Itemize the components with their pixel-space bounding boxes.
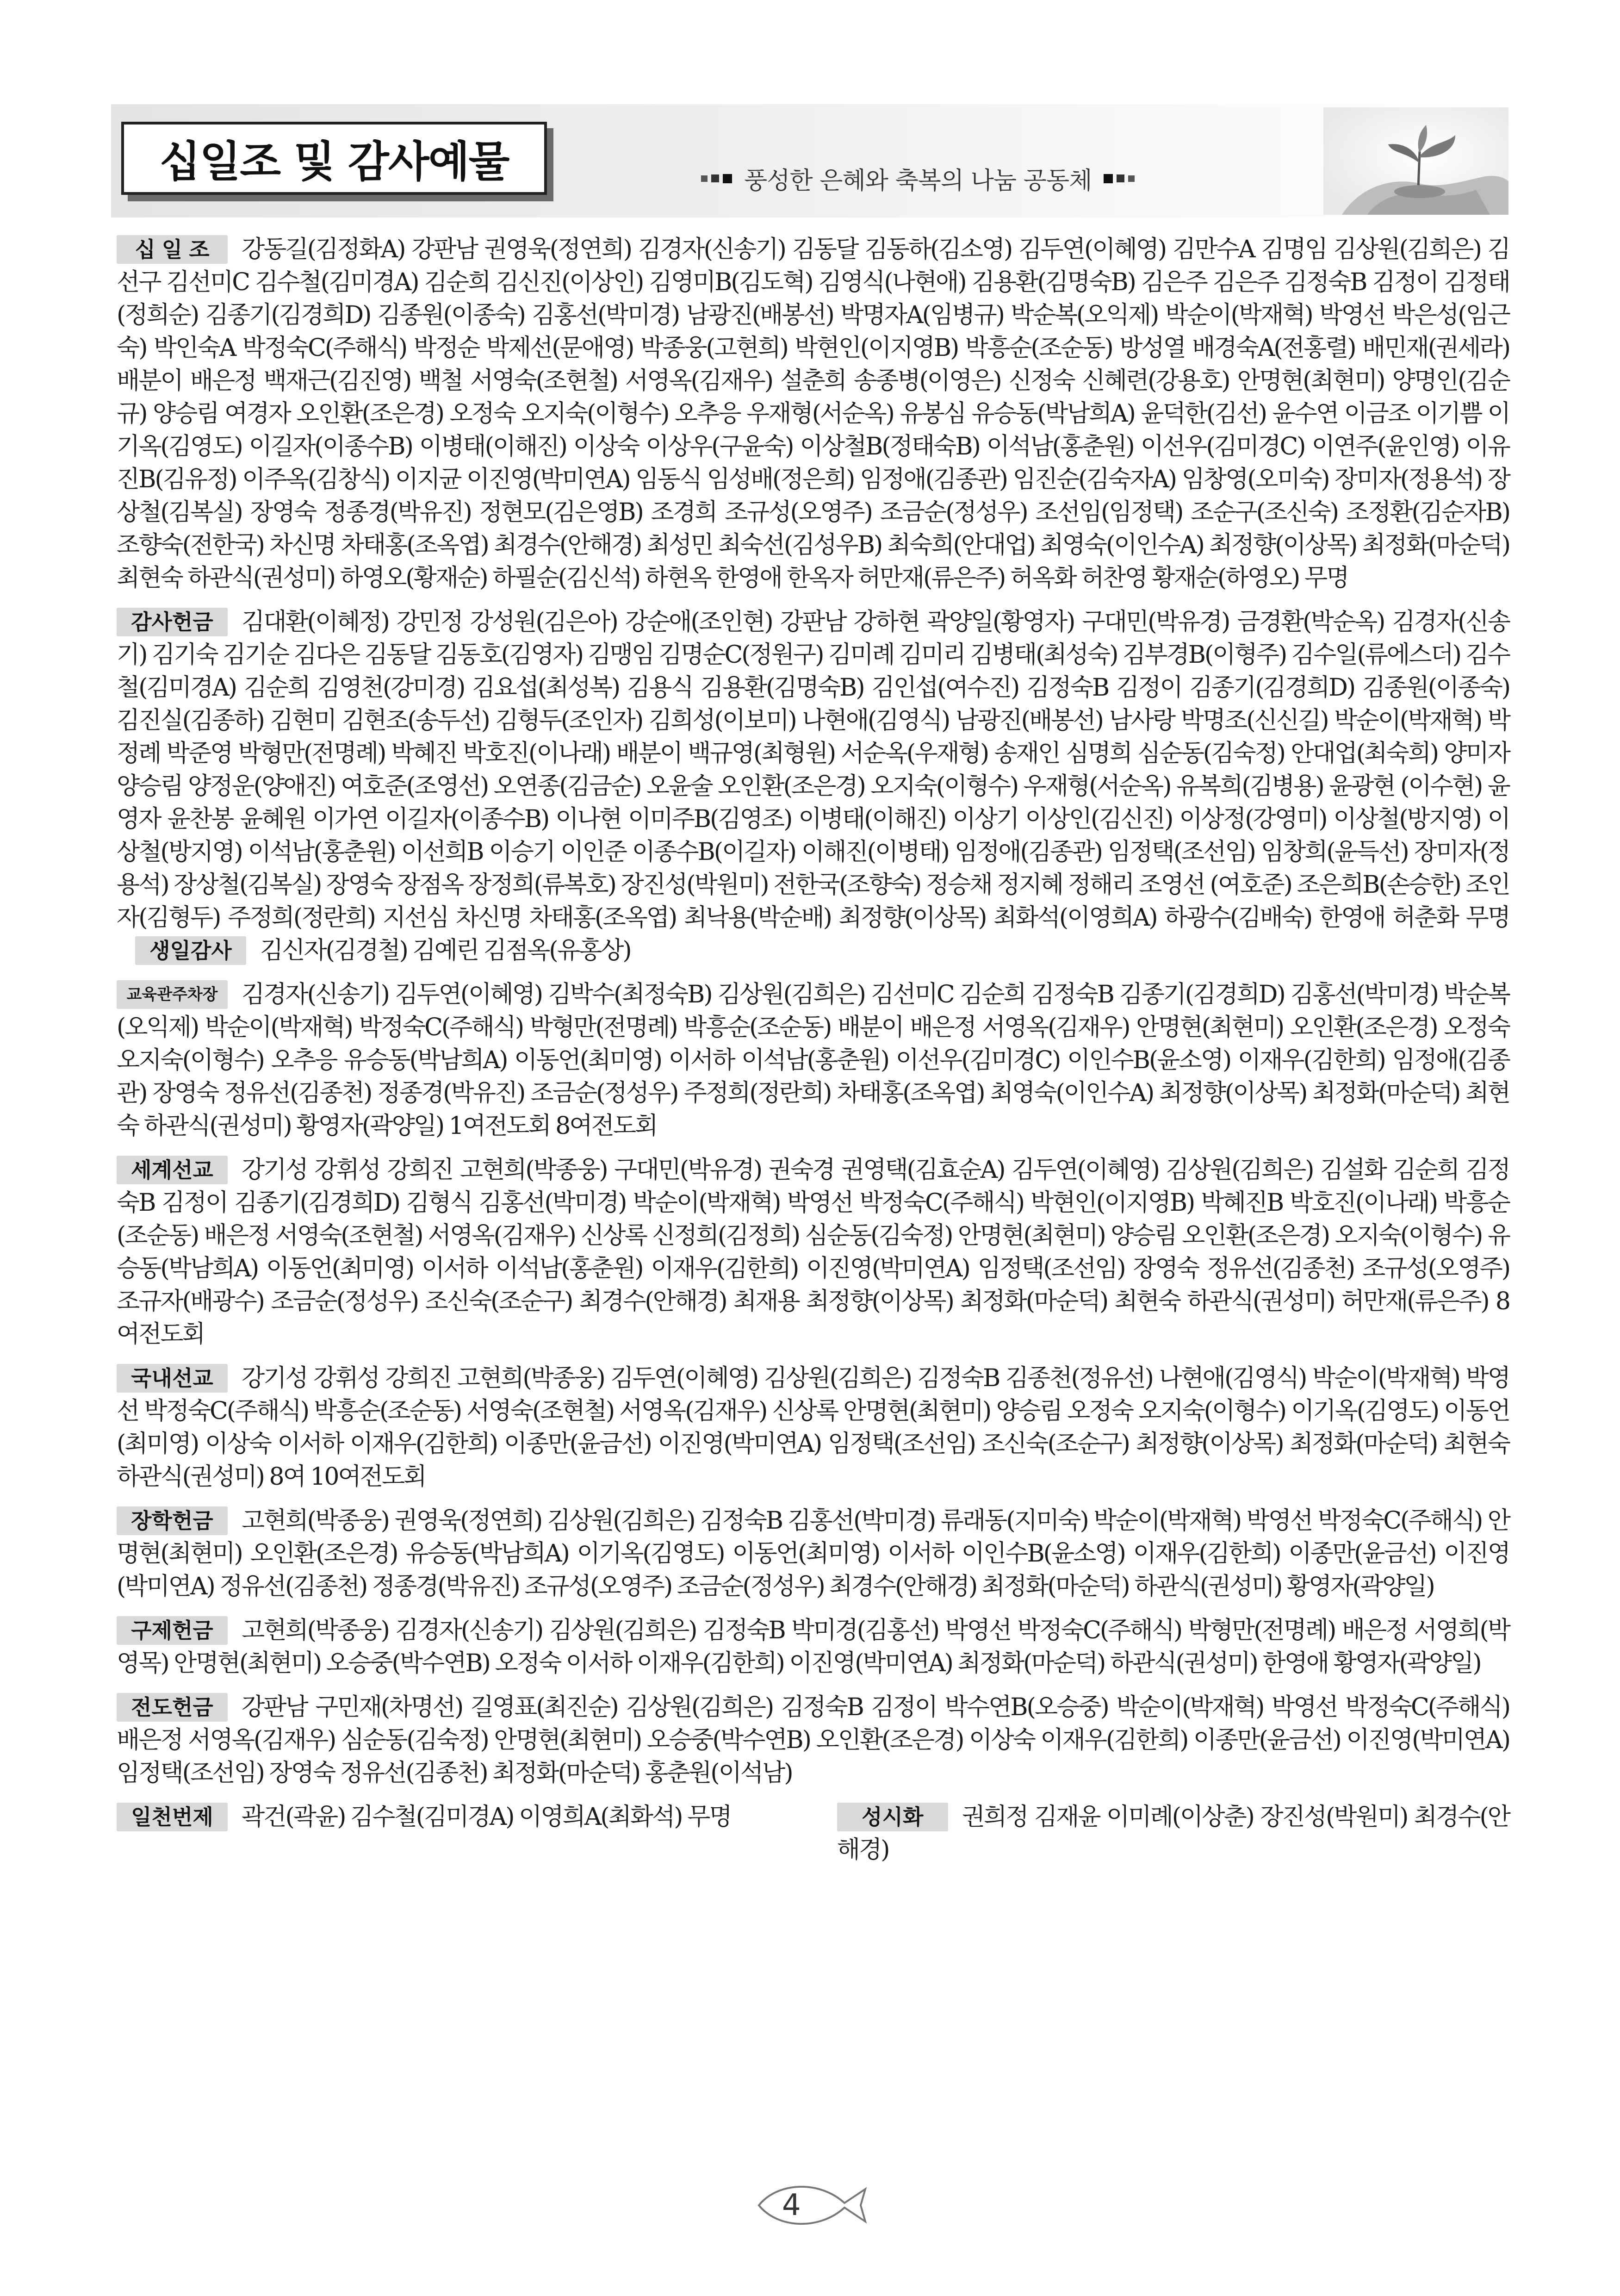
scholarship-names: 고현희(박종웅) 권영욱(정연희) 김상원(김희은) 김정숙B 김홍선(박미경) 류래동(지미숙) 박순이(박재혁) 박영선 박정숙C(주해식) 안명현(최현미) 오인환(조은경) 유승동(박남희A) 이기옥(김영도) 이동언(최미영) 이서하 이인수B(윤소영) 이재우(김한희) 이종만(윤금선) 이진영(박미연A) 정유선(김종천) 정종경(박유진) 조규성(오영주) 조금순(정성우) 최경수(안해경) 최정화(마순덕) 하관식(권성미) 황영자(곽양일) [117,1507,1509,1600]
education-parking-label: 교육관주차장 [117,980,228,1009]
evangelism-label: 전도헌금 [117,1693,228,1722]
education-parking-names: 김경자(신송기) 김두연(이혜영) 김박수(최정숙B) 김상원(김희은) 김선미C 김순희 김정숙B 김종기(김경희D) 김홍선(박미경) 박순복(오익제) 박순이(박재혁) 박정숙C(주해식) 박형만(전명례) 박흥순(조순동) 배분이 배은정 서영옥(김재우) 안명현(최현미) 오인환(조은경) 오정숙 오지숙(이형수) 오추응 유승동(박남희A) 이동언(최미영) 이서하 이석남(홍춘원) 이선우(김미경C) 이인수B(윤소영) 이재우(김한희) 임정애(김종관) 장영숙 정유선(김종천) 정종경(박유진) 조금순(정성우) 주정희(정란희) 차태홍(조옥엽) 최영숙(이인수A) 최정향(이상목) 최정화(마순덕) 최현숙 하관식(권성미) 황영자(곽양일) 1여전도회 8여전도회 [117,981,1509,1140]
subtitle-text: 풍성한 은혜와 축복의 나눔 공동체 [744,167,1092,195]
header-subtitle [701,161,1135,196]
domestic-mission-label: 국내선교 [117,1364,228,1393]
city-flower-names: 권희정 김재윤 이미례(이상춘) 장진성(박원미) 최경수(안해경) [837,1803,1509,1864]
relief-names: 고현희(박종웅) 김경자(신송기) 김상원(김희은) 김정숙B 박미경(김홍선) 박영선 박정숙C(주해식) 박형만(전명례) 배은정 서영희(박영목) 안명현(최현미) 오승중(박수연B) 오정숙 이서하 이재우(김한희) 이진영(박미연A) 최정화(마순덕) 하관식(권성미) 한영애 황영자(곽양일) [117,1617,1509,1677]
city-flower-label: 성시화 [837,1803,948,1831]
tithe-names: 강동길(김정화A) 강판남 권영욱(정연희) 김경자(신송기) 김동달 김동하(김소영) 김두연(이혜영) 김만수A 김명임 김상원(김희은) 김선구 김선미C 김수철(김미경A) 김순희 김신진(이상인) 김영미B(김도혁) 김영식(나현애) 김용환(김명숙B) 김은주 김은주 김정숙B 김정이 김정태(정희순) 김종기(김경희D) 김종원(이종숙) 김홍선(박미경) 남광진(배봉선) 박명자A(임병규) 박순복(오익제) 박순이(박재혁) 박영선 박은성(임근숙) 박인숙A 박정숙C(주해식) 박정순 박제선(문애영) 박종웅(고현희) 박현인(이지영B) 박흥순(조순동) 방성열 배경숙A(전홍렬) 배민재(권세라) 배분이 배은정 백재근(김진영) 백철 서영숙(조현철) 서영옥(김재우) 설춘희 송종병(이영은) 신정숙 신혜련(강용호) 안명현(최현미) 양명인(김순규) 양승림 여경자 오인환(조은경) 오정숙 오지숙(이형수) 오추응 우재형(서순옥) 유봉심 유승동(박남희A) 윤덕한(김선) 윤수연 이금조 이기쁨 이기옥(김영도) 이길자(이종수B) 이병태(이해진) 이상숙 이상우(구윤숙) 이상철B(정태숙B) 이석남(홍춘원) 이선우(김미경C) 이연주(윤인영) 이유진B(김유정) 이주옥(김창식) 이지균 이진영(박미연A) 임동식 임성배(정은희) 임정애(김종관) 임진순(김숙자A) 임창영(오미숙) 장미자(정용석) 장상철(김복실) 장영숙 정종경(박유진) 정현모(김은영B) 조경희 조규성(오영주) 조금순(정성우) 조선임(임정택) 조순구(조신숙) 조정환(김순자B) 조향숙(전한국) 차신명 차태홍(조옥엽) 최경수(안해경) 최성민 최숙선(김성우B) 최숙희(안대업) 최영숙(이인수A) 최정향(이상목) 최정화(마순덕) 최현숙 하관식(권성미) 하영오(황재순) 하필순(김신석) 하현옥 한영애 한옥자 허만재(류은주) 허옥화 허찬영 황재순(하영오) 무명 [117,236,1509,592]
square-dots-left-icon [701,174,732,183]
square-dots-right-icon [1104,174,1135,183]
education-parking-section [117,978,1509,1143]
millennium-and-flower-section [117,1801,1509,1867]
world-mission-label: 세계선교 [117,1156,228,1184]
scholarship-section [117,1505,1509,1603]
millennium-block [117,1801,809,1834]
world-mission-names: 강기성 강휘성 강희진 고현희(박종웅) 구대민(박유경) 권숙경 권영택(김효순A) 김두연(이혜영) 김상원(김희은) 김설화 김순희 김정숙B 김정이 김종기(김경희D) 김형식 김홍선(박미경) 박순이(박재혁) 박영선 박정숙C(주해식) 박현인(이지영B) 박혜진B 박호진(이나래) 박흥순(조순동) 배은정 서영숙(조현철) 서영옥(김재우) 신상록 신정희(김정희) 심순동(김숙정) 안명현(최현미) 양승림 오인환(조은경) 오지숙(이형수) 유승동(박남희A) 이동언(최미영) 이서하 이석남(홍춘원) 이재우(김한희) 이진영(박미연A) 임정택(조선임) 장영숙 정유선(김종천) 조규성(오영주) 조규자(배광수) 조금순(정성우) 조신숙(조순구) 최경수(안해경) 최재용 최정향(이상목) 최정화(마순덕) 최현숙 하관식(권성미) 허만재(류은주) 8여전도회 [117,1156,1509,1348]
tithe-section [117,233,1509,595]
relief-section [117,1614,1509,1680]
tithe-label: 십 일 조 [117,235,228,264]
scholarship-label: 장학헌금 [117,1506,228,1535]
flower-block [837,1801,1509,1867]
fish-icon [750,2180,870,2231]
relief-label: 구제헌금 [117,1616,228,1645]
hands-plant-icon [1323,107,1508,215]
evangelism-section [117,1691,1509,1790]
page-title-box [121,122,547,195]
millennium-names: 곽건(곽윤) 김수철(김미경A) 이영희A(최화석) 무명 [242,1803,731,1831]
thanks-label: 감사헌금 [117,608,228,636]
page-number: 4 [782,2188,801,2222]
world-mission-section [117,1154,1509,1351]
domestic-mission-section [117,1362,1509,1493]
thanks-names: 김대환(이혜정) 강민정 강성원(김은아) 강순애(조인현) 강판남 강하현 곽양일(황영자) 구대민(박유경) 금경환(박순옥) 김경자(신송기) 김기숙 김기순 김다은 김동달 김동호(김영자) 김맹임 김명순C(정원구) 김미례 김미리 김병태(최성숙) 김부경B(이형주) 김수일(류에스더) 김수철(김미경A) 김순희 김영천(강미경) 김요섭(최성복) 김용식 김용환(김명숙B) 김인섭(여수진) 김정숙B 김정이 김종기(김경희D) 김종원(이종숙) 김진실(김종하) 김현미 김현조(송두선) 김형두(조인자) 김희성(이보미) 나현애(김영식) 남광진(배봉선) 남사랑 박명조(신신길) 박순이(박재혁) 박정례 박준영 박형만(전명례) 박혜진 박호진(이나래) 배분이 백규영(최형원) 서순옥(우재형) 송재인 심명희 심순동(김숙정) 안대업(최숙희) 양미자 양승림 양정운(양애진) 여호준(조영선) 오연종(김금순) 오윤술 오인환(조은경) 오지숙(이형수) 우재형(서순옥) 유복희(김병용) 윤광현 (이수현) 윤영자 윤찬봉 윤혜원 이가연 이길자(이종수B) 이나현 이미주B(김영조) 이병태(이해진) 이상기 이상인(김신진) 이상정(강영미) 이상철(방지영) 이상철(방지영) 이석남(홍춘원) 이선희B 이승기 이인준 이종수B(이길자) 이해진(이병태) 임정애(김종관) 임정택(조선임) 임창희(윤득선) 장미자(정용석) 장상철(김복실) 장영숙 장점옥 장정희(류복호) 장진성(박원미) 전한국(조향숙) 정승채 정지혜 정해리 조영선 (여호준) 조은희B(손승한) 조인자(김형두) 주정희(정란희) 지선심 차신명 차태홍(조옥엽) 최낙용(박순배) 최정향(이상목) 최화석(이영희A) 하광수(김배숙) 한영애 허춘화 무명 [117,608,1509,932]
offering-lists [117,222,1509,1867]
birthday-thanks-names: 김신자(김경철) 김예린 김점옥(유홍상) [260,937,631,964]
birthday-thanks-label: 생일감사 [135,936,246,965]
domestic-mission-names: 강기성 강휘성 강희진 고현희(박종웅) 김두연(이혜영) 김상원(김희은) 김정숙B 김종천(정유선) 나현애(김영식) 박순이(박재혁) 박영선 박정숙C(주해식) 박흥순(조순동) 서영숙(조현철) 서영옥(김재우) 신상록 안명현(최현미) 양승림 오정숙 오지숙(이형수) 이기옥(김영도) 이동언(최미영) 이상숙 이서하 이재우(김한희) 이종만(윤금선) 이진영(박미연A) 임정택(조선임) 조신숙(조순구) 최정향(이상목) 최정화(마순덕) 최현숙 하관식(권성미) 8여 10여전도회 [117,1364,1509,1491]
thanks-section [117,606,1509,967]
page-number-badge [750,2180,870,2231]
evangelism-names: 강판남 구민재(차명선) 길영표(최진순) 김상원(김희은) 김정숙B 김정이 박수연B(오승중) 박순이(박재혁) 박영선 박정숙C(주해식) 배은정 서영옥(김재우) 심순동(김숙정) 안명현(최현미) 오승중(박수연B) 오인환(조은경) 이상숙 이재우(김한희) 이종만(윤금선) 이진영(박미연A) 임정택(조선임) 장영숙 정유선(김종천) 최정화(마순덕) 홍춘원(이석남) [117,1693,1509,1787]
page-title: 십일조 및 감사예물 [159,137,509,187]
millennium-label: 일천번제 [117,1803,228,1831]
